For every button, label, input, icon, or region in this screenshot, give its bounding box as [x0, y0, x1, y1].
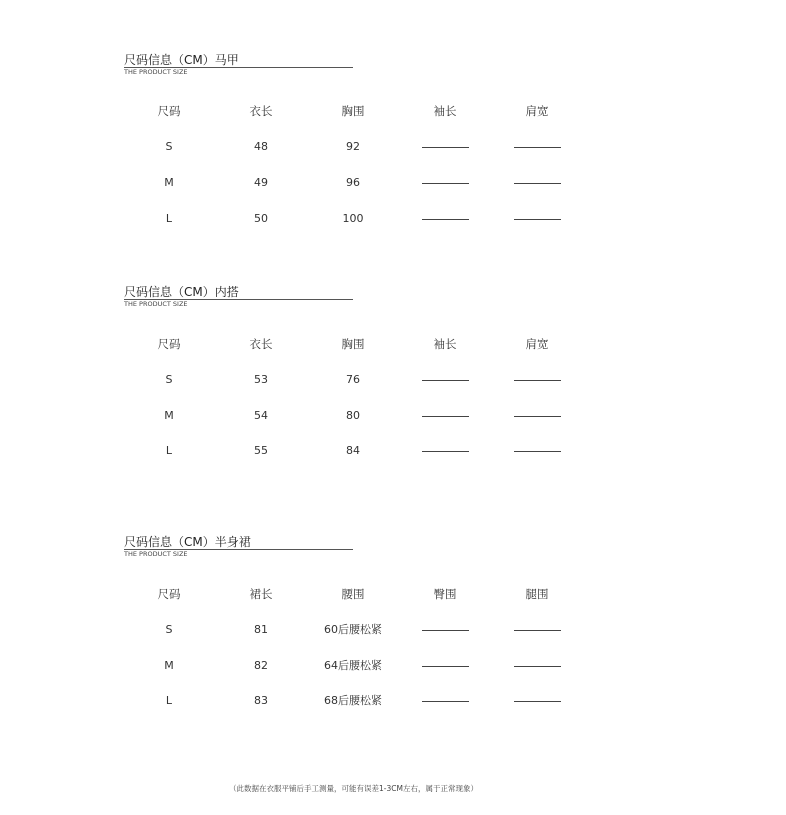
- header-cell: 肩宽: [525, 337, 549, 351]
- empty-value-dash: [514, 630, 561, 631]
- size-cell: L: [165, 444, 173, 457]
- value-cell: 68后腰松紧: [324, 694, 382, 707]
- value-cell: 64后腰松紧: [324, 659, 382, 672]
- section-subtitle: THE PRODUCT SIZE: [124, 68, 188, 76]
- header-cell: 尺码: [157, 587, 181, 601]
- empty-value-dash: [422, 630, 469, 631]
- table-row: [0, 658, 786, 674]
- size-cell: L: [165, 212, 173, 225]
- value-cell: 55: [254, 444, 268, 457]
- header-cell: 裙长: [249, 587, 273, 601]
- empty-value-dash: [514, 451, 561, 452]
- header-cell: 尺码: [157, 337, 181, 351]
- measurement-note: （此数据在衣服平铺后手工测量，可能有误差1-3CM左右，属于正常现象）: [229, 784, 478, 793]
- value-cell: 100: [342, 212, 364, 225]
- empty-value-dash: [422, 380, 469, 381]
- empty-value-dash: [422, 451, 469, 452]
- size-cell: S: [165, 373, 173, 386]
- section-title: 尺码信息（CM）马甲: [124, 53, 239, 67]
- size-cell: L: [165, 694, 173, 707]
- table-row: [0, 175, 786, 191]
- empty-value-dash: [514, 147, 561, 148]
- size-cell: S: [165, 140, 173, 153]
- value-cell: 60后腰松紧: [324, 623, 382, 636]
- table-row: [0, 693, 786, 709]
- header-cell: 胸围: [341, 337, 365, 351]
- value-cell: 48: [254, 140, 268, 153]
- header-cell: 肩宽: [525, 104, 549, 118]
- header-cell: 胸围: [341, 104, 365, 118]
- header-cell: 衣长: [249, 337, 273, 351]
- table-header-row: [0, 586, 786, 602]
- empty-value-dash: [422, 701, 469, 702]
- value-cell: 84: [346, 444, 360, 457]
- value-cell: 80: [346, 409, 360, 422]
- section-subtitle: THE PRODUCT SIZE: [124, 550, 188, 558]
- size-cell: M: [164, 409, 174, 422]
- value-cell: 83: [254, 694, 268, 707]
- table-header-row: [0, 103, 786, 119]
- table-row: [0, 622, 786, 638]
- empty-value-dash: [422, 183, 469, 184]
- size-cell: S: [165, 623, 173, 636]
- empty-value-dash: [514, 701, 561, 702]
- empty-value-dash: [514, 380, 561, 381]
- empty-value-dash: [422, 147, 469, 148]
- header-cell: 腰围: [341, 587, 365, 601]
- empty-value-dash: [422, 666, 469, 667]
- section-title: 尺码信息（CM）内搭: [124, 285, 239, 299]
- section-title: 尺码信息（CM）半身裙: [124, 535, 251, 549]
- value-cell: 76: [346, 373, 360, 386]
- size-cell: M: [164, 176, 174, 189]
- section-subtitle: THE PRODUCT SIZE: [124, 300, 188, 308]
- value-cell: 50: [254, 212, 268, 225]
- table-row: [0, 211, 786, 227]
- empty-value-dash: [514, 219, 561, 220]
- header-cell: 袖长: [433, 104, 457, 118]
- empty-value-dash: [422, 416, 469, 417]
- table-header-row: [0, 336, 786, 352]
- table-row: [0, 408, 786, 424]
- value-cell: 53: [254, 373, 268, 386]
- header-cell: 腿围: [525, 587, 549, 601]
- table-row: [0, 372, 786, 388]
- value-cell: 96: [346, 176, 360, 189]
- header-cell: 衣长: [249, 104, 273, 118]
- table-row: [0, 443, 786, 459]
- table-row: [0, 139, 786, 155]
- empty-value-dash: [514, 666, 561, 667]
- empty-value-dash: [514, 416, 561, 417]
- value-cell: 82: [254, 659, 268, 672]
- empty-value-dash: [514, 183, 561, 184]
- header-cell: 袖长: [433, 337, 457, 351]
- value-cell: 54: [254, 409, 268, 422]
- value-cell: 81: [254, 623, 268, 636]
- empty-value-dash: [422, 219, 469, 220]
- value-cell: 92: [346, 140, 360, 153]
- value-cell: 49: [254, 176, 268, 189]
- header-cell: 尺码: [157, 104, 181, 118]
- size-cell: M: [164, 659, 174, 672]
- header-cell: 臀围: [433, 587, 457, 601]
